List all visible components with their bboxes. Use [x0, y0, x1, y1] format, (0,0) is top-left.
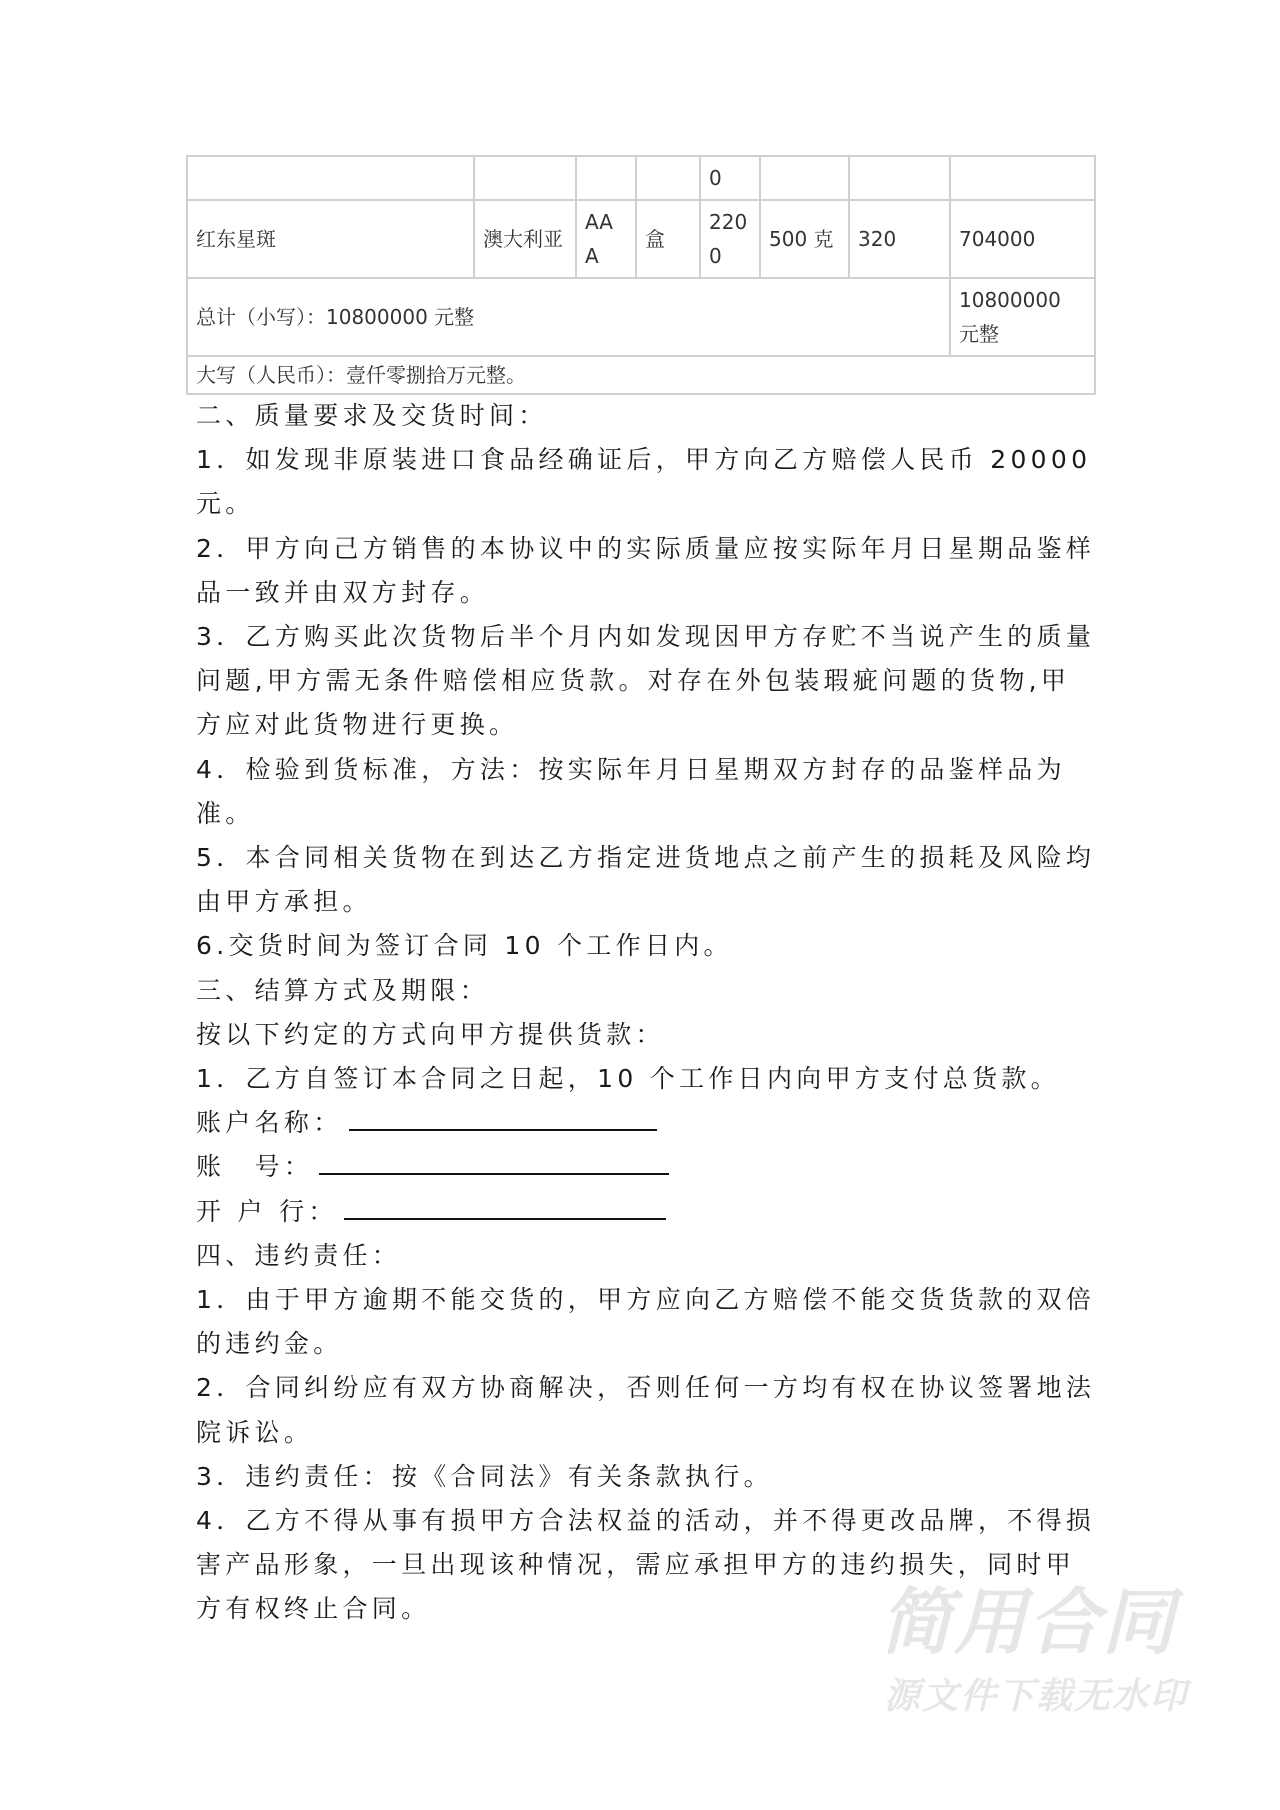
table-cell: [474, 156, 576, 200]
table-row: [187, 156, 1095, 200]
unit-cell: 盒: [636, 200, 700, 278]
table-cell: 0: [700, 156, 760, 200]
table-cell: [760, 156, 849, 200]
total-small-row: [187, 278, 1095, 356]
clause: 2．甲方向己方销售的本协议中的实际质量应按实际年月日星期品鉴样品一致并由双方封存。: [196, 533, 1096, 607]
account-name-field: [196, 1101, 1096, 1145]
product-name-cell: 红东星斑: [187, 200, 474, 278]
spec-cell: 500 克: [760, 200, 849, 278]
account-name-label: 账户名称：: [196, 1108, 343, 1138]
section-heading-quality: 二、质量要求及交货时间：: [196, 401, 548, 430]
bank-blank[interactable]: [344, 1192, 666, 1220]
table-cell: [950, 156, 1095, 200]
section-heading-settlement: 三、结算方式及期限：: [196, 975, 490, 1005]
grade-cell: AAA: [576, 200, 636, 278]
table-cell: [849, 156, 950, 200]
total-capital-text: 大写（人民币）：壹仟零捌拾万元整。: [187, 356, 1095, 394]
unit-price-cell: 320: [849, 200, 950, 278]
quantity-cell: 2200: [700, 200, 760, 278]
watermark-main: 简用合同: [880, 1580, 1177, 1664]
table-cell: [576, 156, 636, 200]
clause: 3．违约责任：按《合同法》有关条款执行。: [196, 1461, 773, 1491]
bank-field: [196, 1190, 1096, 1234]
total-small-label: 总计（小写）：10800000 元整: [187, 278, 950, 356]
clause: 1．由于甲方逾期不能交货的，甲方应向乙方赔偿不能交货货款的双倍的违约金。: [196, 1285, 1096, 1359]
amount-cell: 704000: [950, 200, 1095, 278]
section-heading-liability: 四、违约责任：: [196, 1240, 402, 1270]
clause: 2．合同纠纷应有双方协商解决，否则任何一方均有权在协议签署地法院诉讼。: [196, 1373, 1096, 1447]
clause: 4．检验到货标准，方法：按实际年月日星期双方封存的品鉴样品为准。: [196, 754, 1066, 828]
table-cell: [187, 156, 474, 200]
clause: 6.交货时间为签订合同 10 个工作日内。: [196, 931, 733, 961]
clause: 3．乙方购买此次货物后半个月内如发现因甲方存贮不当说产生的质量问题,甲方需无条件赔偿相应货款。对存在外包装瑕疵问题的货物,甲方应对此货物进行更换。: [196, 622, 1096, 740]
clause: 1．乙方自签订本合同之日起，10 个工作日内向甲方支付总货款。: [196, 1064, 1060, 1094]
account-number-blank[interactable]: [319, 1147, 669, 1175]
account-number-field: [196, 1145, 1096, 1189]
product-table: [186, 155, 1096, 395]
total-small-value: 10800000 元整: [950, 278, 1095, 356]
watermark-sub: 源文件下载无水印: [884, 1676, 1189, 1717]
total-capital-row: [187, 356, 1095, 394]
account-number-label: 账 号：: [196, 1152, 314, 1182]
clause: 4．乙方不得从事有损甲方合法权益的活动，并不得更改品牌，不得损害产品形象，一旦出现该种情况，需应承担甲方的违约损失，同时甲方有权终止合同。: [196, 1506, 1096, 1624]
clause: 5．本合同相关货物在到达乙方指定进货地点之前产生的损耗及风险均由甲方承担。: [196, 843, 1096, 917]
account-name-blank[interactable]: [349, 1103, 657, 1131]
origin-cell: 澳大利亚: [474, 200, 576, 278]
settlement-intro: 按以下约定的方式向甲方提供货款：: [196, 1019, 665, 1049]
table-row: [187, 200, 1095, 278]
clause: 1．如发现非原装进口食品经确证后，甲方向乙方赔偿人民币 20000 元。: [196, 445, 1092, 519]
table-cell: [636, 156, 700, 200]
contract-body: [196, 394, 1096, 1632]
bank-label: 开 户 行：: [196, 1196, 338, 1226]
